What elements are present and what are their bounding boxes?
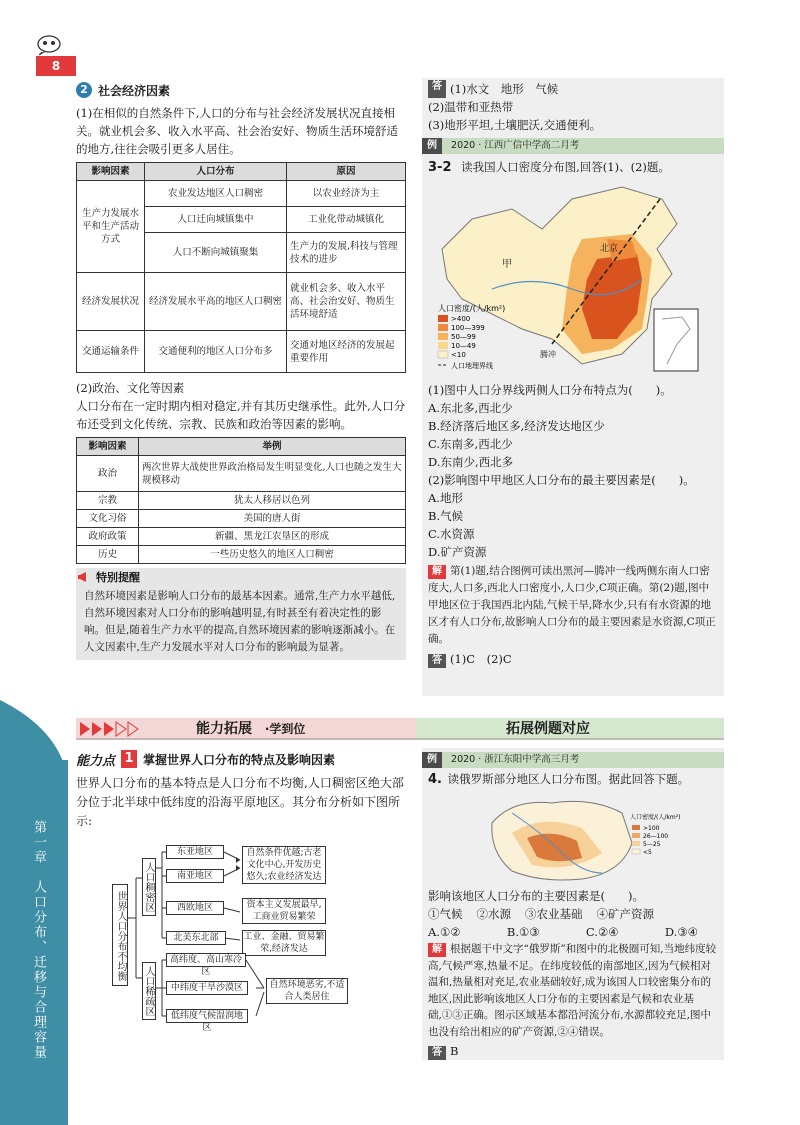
explanation-text: 根据题干中文字“俄罗斯”和图中的北极圈可知,当地纬度较高,气候严寒,热量不足。在纬度较低的南部地区,因为气候相对温和,热量相对充足,农业基础较好,成为该国人口较密集分布的地区,因此影响该地区人口分布的主要因素是气候和农业基础,①③正确。图示区域基本都沿河流分布,水源都较充足,图中也没有给出相应的矿产资源,②④错误。 [428,943,717,1038]
table-cell: 工业化带动城镇化 [287,207,406,233]
south-china-sea-inset [654,309,698,371]
table-cell: 美国的唐人街 [139,510,406,528]
mind-dense-item: 南亚地区 [166,869,224,883]
answer-tag: 答 [428,1046,446,1060]
mind-sparse-reason: 自然环境恶劣,不适合人类居住 [266,978,348,1004]
choice-row [428,905,718,923]
question-number: 4. [428,772,442,787]
option: C.②④ [585,925,619,939]
mascot-icon [36,34,62,56]
answer-tag: 答 [428,654,446,668]
table-cell: 生产力发展水平和生产活动方式 [77,181,145,273]
legend-label: 5—25 [643,841,661,848]
table-cell: 经济发展水平高的地区人口稠密 [145,273,287,331]
banner-background [76,718,724,740]
section-number-badge: 2 [76,82,92,98]
table-cell: 文化习俗 [77,510,139,528]
mind-dense-item: 东亚地区 [166,845,224,859]
table-header: 举例 [139,438,406,456]
choice: ③农业基础 [525,907,583,921]
choice: ①气候 [428,907,463,921]
legend-swatch [438,351,448,358]
question-1: (1)图中人口分界线两侧人口分布特点为( )。 [428,383,672,397]
table-cell: 以农业经济为主 [287,181,406,207]
table-cell: 历史 [77,546,139,564]
example-tag: 例 [422,752,442,768]
answer-line: (2)温带和亚热带 [428,100,514,114]
legend-swatch [632,849,640,854]
table-cell: 一些历史悠久的地区人口稠密 [139,546,406,564]
explanation-tag: 解 [428,565,446,579]
mind-map [96,838,396,1038]
table-cell: 交通便利的地区人口分布多 [145,331,287,373]
paragraph-1: (1)在相似的自然条件下,人口的分布与社会经济发展状况直接相关。就业机会多、收入水平高、社会治安好、物质生活环境舒适的地方,往往会吸引更多人居住。 [76,106,398,156]
ability-section [76,748,406,831]
explanation-text: 第(1)题,结合图例可读出黑河—腾冲一线两侧东南人口密度大,人口多,西北人口密度小,人口少,C项正确。第(2)题,图中甲地区位于我国西北内陆,气候干旱,降水少,只有有水资源的地区才有人口分布,故影响人口分布的最主要因素是水资源,C项正确。 [428,565,716,645]
legend-swatch [632,825,640,830]
option: B.经济落后地区多,经济发达地区少 [428,419,605,433]
legend-swatch [632,833,640,838]
table-cell: 宗教 [77,492,139,510]
legend-label: 100—399 [451,324,485,332]
choice: ④矿产资源 [596,907,654,921]
mind-sparse-item: 高纬度、高山寒冷区 [166,953,246,967]
table-cell: 农业发达地区人口稠密 [145,181,287,207]
option: B.气候 [428,509,464,523]
legend-label: >400 [451,315,471,323]
legend-label: 10—49 [451,342,476,350]
table-cell: 人口不断向城镇聚集 [145,233,287,273]
legend-title: 人口密度/(人/km²) [630,814,681,821]
example-tag: 例 [422,138,442,154]
question-text: 读我国人口密度分布图,回答(1)、(2)题。 [461,160,670,174]
right-bottom-panel [422,748,724,1060]
table-cell: 政府政策 [77,528,139,546]
explanation [428,563,718,648]
map-label-tengchong: 腾冲 [540,350,556,359]
legend-label: >100 [643,825,660,832]
tip-box [76,568,406,660]
table-cell: 政治 [77,456,139,492]
section-title: 社会经济因素 [98,83,171,98]
mind-dense-item: 西欧地区 [166,901,224,915]
option: D.③④ [664,925,698,939]
legend-swatch [438,315,448,322]
example-bar [422,138,724,154]
option: B.①③ [506,925,540,939]
banner-left-title: 能力拓展 [196,721,252,737]
answer-line: (3)地形平坦,土壤肥沃,交通便利。 [428,118,602,132]
china-density-map [432,179,702,379]
paragraph-2: 人口分布在一定时期内相对稳定,并有其历史继承性。此外,人口分布还受到文化传统、宗教、民族和政治等因素的影响。 [76,399,406,431]
table-header: 影响因素 [77,163,145,181]
mind-sparse: 人口稀疏区 [142,962,156,1020]
table-header: 人口分布 [145,163,287,181]
final-answer-text: (1)C (2)C [450,652,512,666]
banner-right-title: 拓展例题对应 [506,721,590,737]
left-column [76,80,406,660]
map-label-beijing: 北京 [600,244,619,254]
example-bar [422,752,724,768]
question-2: (2)影响图中甲地区人口分布的最主要因素是( )。 [428,473,695,487]
final-answer [428,650,718,668]
option: A.东北多,西北少 [428,401,513,415]
mind-sparse-item: 低纬度气候湿润地区 [166,1009,248,1023]
right-top-panel [422,78,724,696]
banner-left-sub: ·学到位 [264,722,306,736]
map-label-jia: 甲 [502,259,512,270]
ability-label: 能力点 [76,753,116,769]
option: D.矿产资源 [428,545,487,559]
mind-dense-reason: 自然条件优越;古老文化中心,开发历史悠久;农业经济发达 [242,846,326,884]
russia-density-map [482,793,682,885]
table-cell: 交通对地区经济的发展起重要作用 [287,331,406,373]
legend-label: 26—100 [643,833,669,840]
option: D.东南少,西北多 [428,455,514,469]
final-answer-text: B [450,1044,459,1058]
mind-dense: 人口稠密区 [142,858,156,916]
table-cell: 人口迁向城镇集中 [145,207,287,233]
table-cell: 两次世界大战使世界政治格局发生明显变化,人口也随之发生大规模移动 [139,456,406,492]
page-number: 8 [36,56,76,76]
mind-root: 世界人口分布不均衡 [112,884,128,986]
legend-label: <5 [643,849,652,856]
legend-label: <10 [451,351,466,359]
ability-number: 1 [121,750,137,768]
option-row [428,923,718,941]
final-answer [428,1042,718,1060]
mind-dense-item: 北美东北部 [166,931,226,945]
answer-row [428,80,718,98]
ability-title: 掌握世界人口分布的特点及影响因素 [143,752,336,767]
megaphone-icon [78,570,92,584]
mind-dense-reason: 资本主义发展最早,工商业贸易繁荣 [242,898,326,924]
choice: ②水源 [476,907,511,921]
tip-text: 自然环境因素是影响人口分布的最基本因素。通常,生产力水平越低,自然环境因素对人口分布的影响越明显,有时甚至有着决定性的影响。但是,随着生产力水平的提高,自然环境因素的影响逐渐减小。在人文因素中,生产力发展水平对人口分布的影响最为显著。 [76,585,406,660]
answer-line: (1)水文 地形 气候 [450,82,559,96]
explanation [428,941,718,1040]
table-header: 影响因素 [77,438,139,456]
table-cell: 新疆、黑龙江农垦区的形成 [139,528,406,546]
politics-table [76,437,406,564]
table-cell: 就业机会多、收入水平高、社会治安好、物质生活环境舒适 [287,273,406,331]
question-number: 3-2 [428,160,452,175]
example-source: 2020 · 浙江东阳中学高三月考 [451,754,580,765]
option: A.地形 [428,491,463,505]
option: A.①② [428,925,461,939]
legend-label: 人口地理界线 [451,362,493,370]
option: C.东南多,西北少 [428,437,513,451]
question-text: 读俄罗斯部分地区人口分布图。据此回答下题。 [447,772,690,786]
explanation-tag: 解 [428,943,446,957]
table-cell: 经济发展状况 [77,273,145,331]
section-banner [76,718,724,740]
question: 影响该地区人口分布的主要因素是( )。 [428,889,644,903]
example-source: 2020 · 江西广信中学高二月考 [451,140,580,151]
ability-text: 世界人口分布的基本特点是人口分布不均衡,人口稠密区绝大部分位于北半球中低纬度的沿海平原地区。其分布分析如下图所示: [76,776,404,828]
factor-table [76,162,406,373]
legend-title: 人口密度/(人/km²) [438,304,506,313]
table-cell: 交通运输条件 [77,331,145,373]
answer-tag: 答 [428,80,446,98]
subsection-title: (2)政治、文化等因素 [76,381,185,395]
table-cell: 生产力的发展,科技与管理技术的进步 [287,233,406,273]
legend-swatch [438,342,448,349]
table-header: 原因 [287,163,406,181]
legend-swatch [632,841,640,846]
legend-label: 50—99 [451,333,476,341]
chapter-title: 第一章 人口分布、迁移与合理容量 [31,820,46,1060]
legend-swatch [438,333,448,340]
mind-sparse-item: 中纬度干旱沙漠区 [166,981,248,995]
tip-label: 特别提醒 [96,570,140,584]
mind-dense-reason: 工业、金融、贸易繁荣,经济发达 [243,932,325,954]
legend-swatch [438,324,448,331]
map-legend [630,813,680,856]
table-cell: 犹太人移居以色列 [139,492,406,510]
option: C.水资源 [428,527,475,541]
